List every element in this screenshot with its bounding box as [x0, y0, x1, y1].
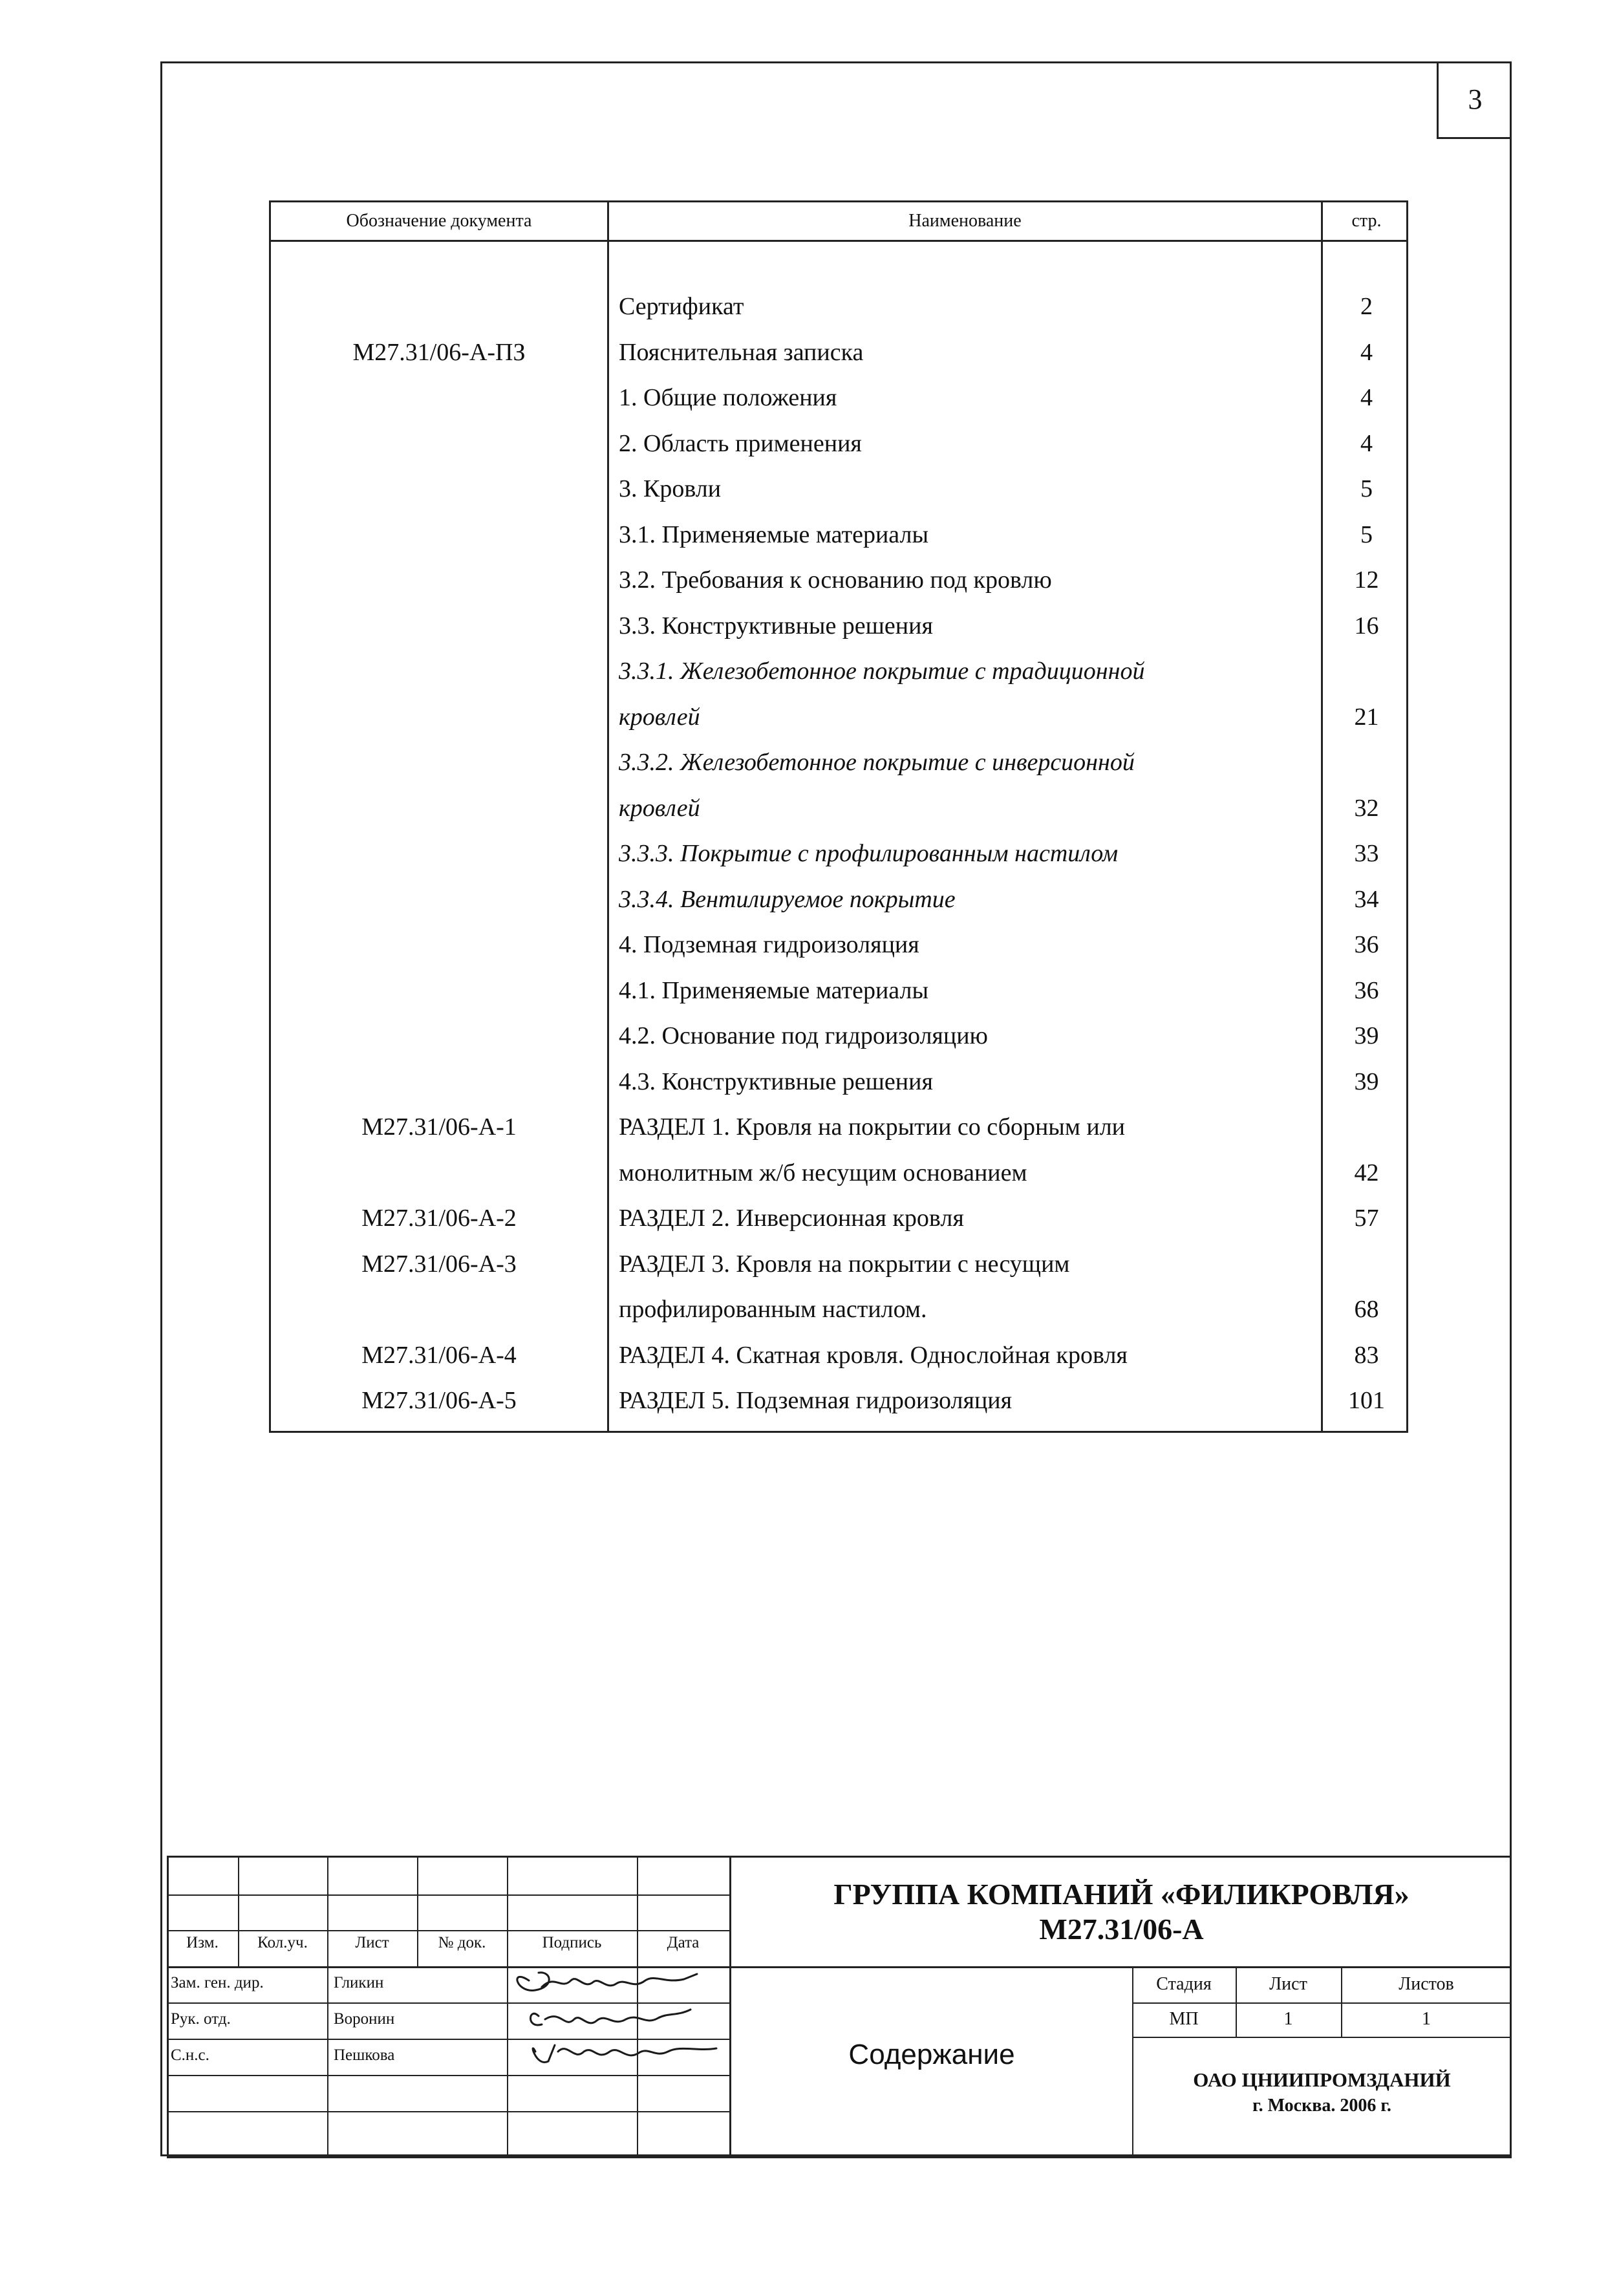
table-row	[271, 1150, 1406, 1196]
label-sheet-right: Лист	[1269, 1974, 1307, 1994]
row-designation: М27.31/06-А-5	[361, 1387, 517, 1414]
row-name: 1. Общие положения	[619, 384, 837, 411]
sheet-value: 1	[1283, 2009, 1293, 2029]
row-page: 4	[1360, 384, 1373, 411]
row-designation: М27.31/06-А-1	[361, 1113, 517, 1141]
organization: ОАО ЦНИИПРОМЗДАНИЙ	[1193, 2068, 1451, 2091]
table-row	[271, 1287, 1406, 1332]
table-row	[271, 831, 1406, 876]
row-name: РАЗДЕЛ 2. Инверсионная кровля	[619, 1205, 964, 1232]
row-name: Сертификат	[619, 293, 744, 320]
table-row	[271, 421, 1406, 466]
row-page: 42	[1354, 1159, 1379, 1186]
label-date: Дата	[667, 1934, 700, 1951]
row-name: РАЗДЕЛ 4. Скатная кровля. Однослойная кровля	[619, 1341, 1128, 1369]
row-page: 36	[1354, 976, 1379, 1004]
document-code: М27.31/06-А	[1039, 1913, 1204, 1946]
table-row	[271, 1196, 1406, 1241]
label-change: Изм.	[186, 1934, 219, 1951]
row-page: 2	[1360, 293, 1373, 320]
row-name: 4.2. Основание под гидроизоляцию	[619, 1022, 988, 1049]
row-name: кровлей	[619, 794, 700, 822]
table-row	[271, 1378, 1406, 1423]
row-name: Пояснительная записка	[619, 338, 864, 366]
table-row	[271, 466, 1406, 511]
row-name: профилированным настилом.	[619, 1296, 927, 1323]
title-block	[167, 1856, 1512, 2156]
row-page: 16	[1354, 612, 1379, 639]
table-row	[271, 877, 1406, 922]
table-row	[271, 512, 1406, 557]
label-signature: Подпись	[542, 1934, 602, 1951]
row-page: 39	[1354, 1022, 1379, 1049]
row-page: 32	[1354, 794, 1379, 822]
table-row	[271, 1013, 1406, 1058]
header-name: Наименование	[908, 211, 1022, 231]
row-name: 3.3. Конструктивные решения	[619, 612, 933, 639]
table-row	[271, 1241, 1406, 1287]
row-designation: М27.31/06-А-2	[361, 1205, 517, 1232]
table-row	[271, 649, 1406, 694]
row-page: 5	[1360, 475, 1373, 502]
role-dept-head: Рук. отд.	[171, 2010, 231, 2028]
table-row	[271, 375, 1406, 420]
page-number: 3	[1437, 61, 1512, 139]
table-row	[271, 740, 1406, 785]
row-page: 101	[1348, 1387, 1385, 1414]
row-name: кровлей	[619, 703, 700, 731]
table-row	[271, 1104, 1406, 1150]
label-sheet: Лист	[355, 1934, 389, 1951]
signatures-image	[490, 1955, 729, 2077]
row-name: монолитным ж/б несущим основанием	[619, 1159, 1027, 1186]
name-peshkova: Пешкова	[334, 2046, 395, 2064]
row-page: 4	[1360, 338, 1373, 366]
table-row	[271, 694, 1406, 740]
company-name: ГРУППА КОМПАНИЙ «ФИЛИКРОВЛЯ»	[833, 1878, 1410, 1911]
row-name: 3.3.4. Вентилируемое покрытие	[619, 885, 956, 913]
name-voronin: Воронин	[334, 2010, 395, 2028]
row-name: РАЗДЕЛ 3. Кровля на покрытии с несущим	[619, 1250, 1070, 1278]
table-row	[271, 603, 1406, 649]
row-name: РАЗДЕЛ 1. Кровля на покрытии со сборным или	[619, 1113, 1126, 1141]
row-page: 21	[1354, 703, 1379, 731]
header-designation: Обозначение документа	[346, 211, 532, 231]
header-page: стр.	[1351, 211, 1382, 231]
row-page: 39	[1354, 1068, 1379, 1095]
row-page: 12	[1354, 566, 1379, 594]
table-row	[271, 786, 1406, 831]
table-row	[271, 557, 1406, 603]
header-divider	[271, 240, 1406, 242]
row-name: 2. Область применения	[619, 429, 862, 457]
label-sheets: Листов	[1399, 1974, 1454, 1994]
row-page: 68	[1354, 1296, 1379, 1323]
row-designation: М27.31/06-А-3	[361, 1250, 517, 1278]
row-page: 5	[1360, 520, 1373, 548]
row-page: 34	[1354, 885, 1379, 913]
role-deputy-director: Зам. ген. дир.	[171, 1974, 264, 1991]
row-page: 36	[1354, 931, 1379, 958]
row-name: 3.2. Требования к основанию под кровлю	[619, 566, 1052, 594]
row-page: 57	[1354, 1205, 1379, 1232]
row-name: 3. Кровли	[619, 475, 722, 502]
row-designation: М27.31/06-А-4	[361, 1341, 517, 1369]
row-name: 3.3.2. Железобетонное покрытие с инверсионной	[619, 749, 1135, 776]
table-row	[271, 284, 1406, 329]
row-name: 4.3. Конструктивные решения	[619, 1068, 933, 1095]
sheets-value: 1	[1422, 2009, 1431, 2029]
role-senior-researcher: С.н.с.	[171, 2046, 209, 2064]
table-row	[271, 330, 1406, 375]
label-count: Кол.уч.	[257, 1934, 308, 1951]
stage-value: МП	[1169, 2009, 1199, 2029]
document-title: Содержание	[848, 2039, 1015, 2070]
table-row	[271, 1059, 1406, 1104]
table-row	[271, 1333, 1406, 1378]
table-row	[271, 968, 1406, 1013]
row-page: 83	[1354, 1341, 1379, 1369]
label-doc-no: № док.	[438, 1934, 486, 1951]
table-row	[271, 922, 1406, 967]
name-glikin: Гликин	[334, 1974, 384, 1991]
row-name: 3.1. Применяемые материалы	[619, 520, 928, 548]
row-name: 3.3.3. Покрытие с профилированным настилом	[619, 840, 1119, 867]
row-designation: М27.31/06-А-ПЗ	[352, 338, 526, 366]
row-name: РАЗДЕЛ 5. Подземная гидроизоляция	[619, 1387, 1013, 1414]
city-year: г. Москва. 2006 г.	[1252, 2096, 1391, 2116]
row-page: 4	[1360, 429, 1373, 457]
row-name: 3.3.1. Железобетонное покрытие с традиционной	[619, 658, 1145, 685]
label-stage: Стадия	[1156, 1974, 1212, 1994]
contents-table	[269, 200, 1408, 1433]
row-page: 33	[1354, 840, 1379, 867]
row-name: 4. Подземная гидроизоляция	[619, 931, 919, 958]
row-name: 4.1. Применяемые материалы	[619, 976, 928, 1004]
